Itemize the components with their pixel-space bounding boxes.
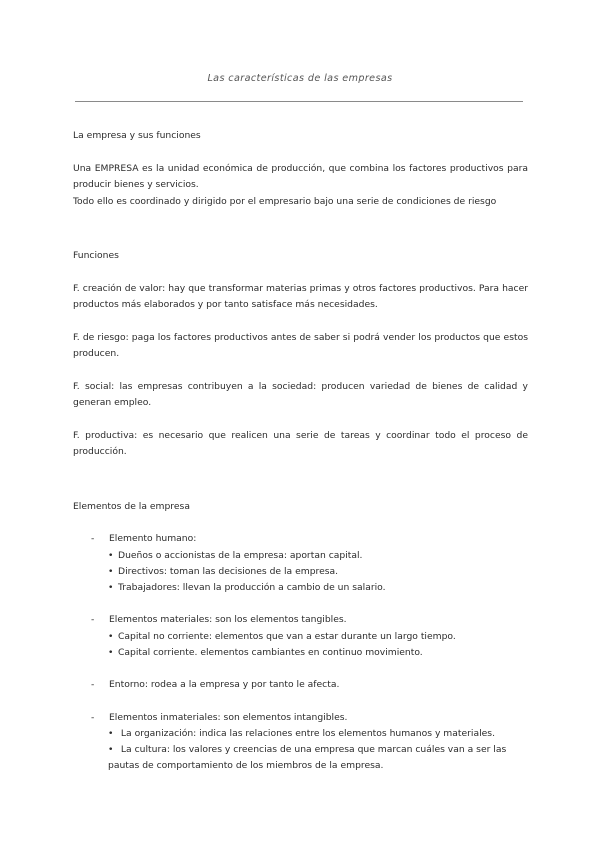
paragraph-coordination: Todo ello es coordinado y dirigido por el empresario bajo una serie de condiciones de riesgo: [73, 195, 497, 207]
section-heading-elementos: Elementos de la empresa: [73, 500, 190, 512]
document-body: [73, 128, 528, 775]
list-item: • Capital corriente. elementos cambiantes en continuo movimiento.: [108, 646, 423, 658]
function-item: F. de riesgo: paga los factores productivos antes de saber si podrá vender los productos que estos producen.: [73, 331, 528, 359]
section-heading-funciones: Funciones: [73, 250, 119, 261]
dash-marker: -: [91, 614, 95, 626]
paragraph-definition: Una EMPRESA es la unidad económica de producción, que combina los factores productivos para producir bienes y servicios.: [73, 162, 528, 190]
dash-marker: -: [91, 679, 95, 691]
function-item: F. creación de valor: hay que transformar materias primas y otros factores productivos. Para hacer productos más elaborados y por tanto satisface más necesidades.: [73, 282, 528, 310]
list-item: • La organización: indica las relaciones entre los elementos humanos y materiales.: [108, 728, 496, 740]
element-group: [73, 677, 528, 694]
element-group-label: Elementos materiales: son los elementos tangibles.: [109, 614, 347, 626]
list-item: • Trabajadores: llevan la producción a cambio de un salario.: [108, 581, 386, 593]
document-title: Las características de las empresas: [207, 73, 393, 84]
section-heading-functions-overview: La empresa y sus funciones: [73, 130, 201, 141]
element-group-label: Elemento humano:: [109, 533, 197, 544]
element-group: [73, 612, 528, 629]
element-group: [73, 531, 528, 548]
bullet-list: [73, 548, 528, 597]
list-item: • La cultura: los valores y creencias de una empresa que marcan cuáles van a ser las pautas de comportamiento de los miembros de la empresa.: [108, 744, 507, 772]
element-group: [73, 710, 528, 727]
list-item: • Dueños o accionistas de la empresa: aportan capital.: [108, 549, 363, 561]
dash-marker: -: [91, 711, 95, 723]
dash-marker: -: [91, 533, 95, 544]
list-item: • Capital no corriente: elementos que van a estar durante un largo tiempo.: [108, 630, 456, 642]
function-item: F. social: las empresas contribuyen a la sociedad: producen variedad de bienes de calidad y generan empleo.: [73, 380, 528, 408]
bullet-list: [73, 629, 528, 661]
bullet-list: [73, 726, 528, 775]
list-item: • Directivos: toman las decisiones de la empresa.: [108, 565, 339, 577]
element-group-label: Entorno: rodea a la empresa y por tanto le afecta.: [109, 679, 340, 691]
function-item: F. productiva: es necesario que realicen una serie de tareas y coordinar todo el proceso de producción.: [73, 429, 528, 457]
element-group-label: Elementos inmateriales: son elementos intangibles.: [109, 711, 348, 723]
title-divider: [75, 101, 523, 102]
